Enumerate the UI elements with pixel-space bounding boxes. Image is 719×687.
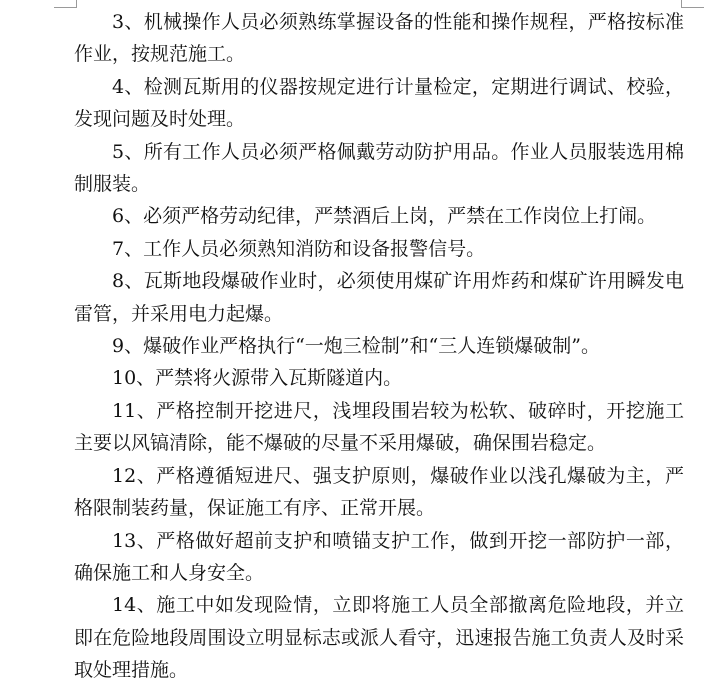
margin-corner-mark-right <box>681 0 704 8</box>
paragraph-item-10: 10、严禁将火源带入瓦斯隧道内。 <box>112 367 403 390</box>
paragraph-item-4: 4、检测瓦斯用的仪器按规定进行计量检定，定期进行调试、校验，发现问题及时处理。 <box>74 75 684 131</box>
paragraph-item-12: 12、严格遵循短进尺、强支护原则，爆破作业以浅孔爆破为主，严格限制装药量，保证施工有序、正常开展。 <box>74 464 684 520</box>
paragraph-item-5: 5、所有工作人员必须严格佩戴劳动防护用品。作业人员服装选用棉制服装。 <box>74 140 684 196</box>
paragraph-item-3: 3、机械操作人员必须熟练掌握设备的性能和操作规程，严格按标准作业，按规范施工。 <box>74 11 684 66</box>
paragraph-item-9: 9、爆破作业严格执行“一炮三检制”和“三人连锁爆破制”。 <box>112 335 600 358</box>
paragraph-item-6: 6、必须严格劳动纪律，严禁酒后上岗，严禁在工作岗位上打闹。 <box>112 205 657 228</box>
paragraph-item-14: 14、施工中如发现险情，立即将施工人员全部撤离危险地段，并立即在危险地段周围设立明显标志或派人看守，迅速报告施工负责人及时采取处理措施。 <box>74 594 684 682</box>
paragraph-item-8: 8、瓦斯地段爆破作业时，必须使用煤矿许用炸药和煤矿许用瞬发电雷管，并采用电力起爆。 <box>74 270 684 325</box>
paragraph-item-13: 13、严格做好超前支护和喷锚支护工作，做到开挖一部防护一部，确保施工和人身安全。 <box>74 529 684 584</box>
paragraph-item-11: 11、严格控制开挖进尺，浅埋段围岩较为松软、破碎时，开挖施工主要以风镐清除，能不爆破的尽量不采用爆破，确保围岩稳定。 <box>74 399 684 455</box>
document-body <box>74 6 684 687</box>
paragraph-item-7: 7、工作人员必须熟知消防和设备报警信号。 <box>112 237 486 260</box>
